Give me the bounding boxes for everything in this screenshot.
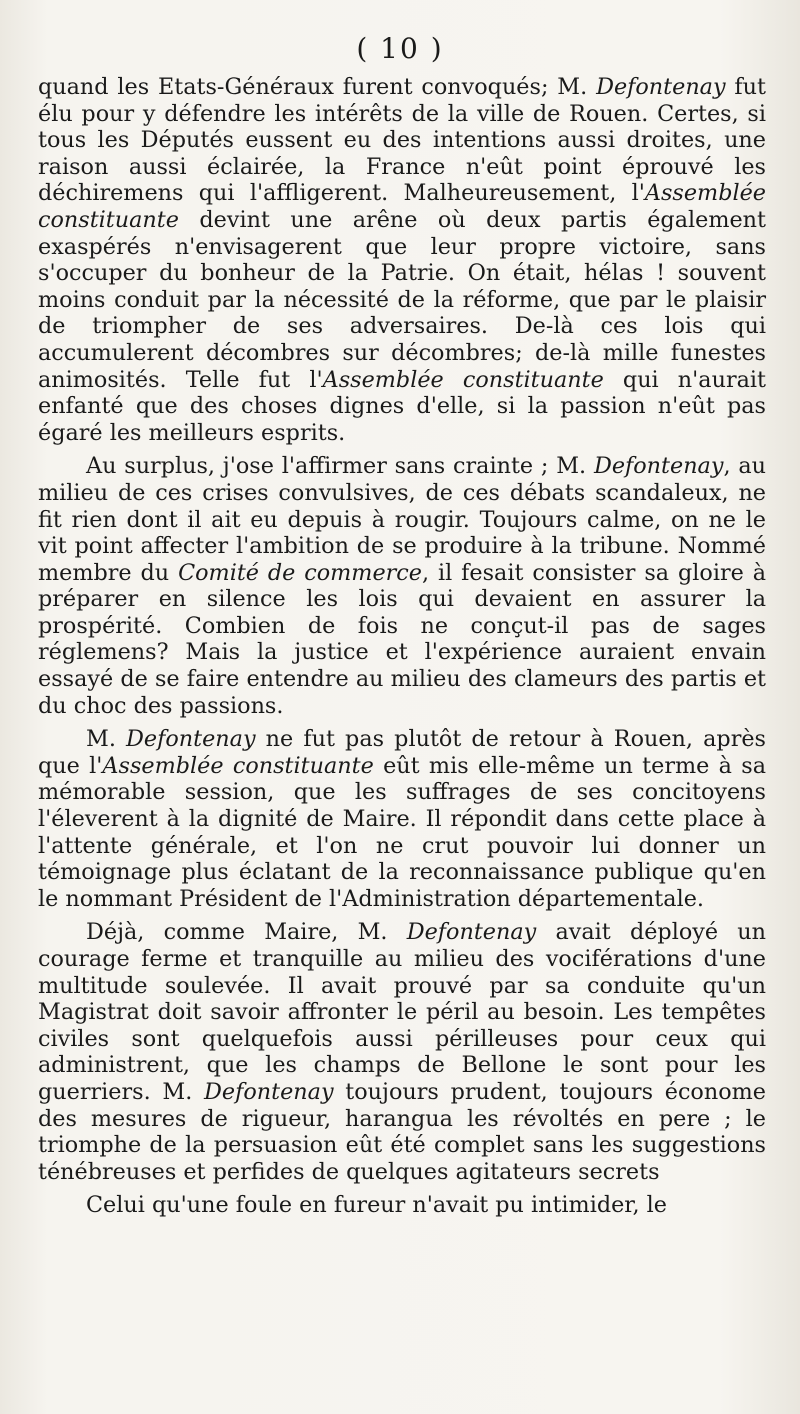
italic-text: Defontenay [406,919,537,946]
text-run: qui n'aurait enfanté que des choses dignes d'elle, si la passion n'eût pas égaré les meilleurs esprits. [38,366,766,446]
italic-text: Defontenay [126,726,256,753]
paragraph-1 [38,74,766,446]
italic-text: Assemblée constituante [38,180,766,233]
text-run: quand les Etats-Généraux furent convoqués; M. [38,74,597,100]
text-run: fut élu pour y défendre les intérêts de la ville de Rouen. Certes, si tous les Députés eussent eu des intentions aussi droites, une raison aussi éclairée, la France n'eût point éprouvé les déchiremens qui l'affligerent. Malheureusement, l' [38,74,766,207]
body-text [38,74,766,1219]
page-number: ( 10 ) [356,32,444,65]
text-run: , il fesait consister sa gloire à préparer en silence les lois qui devaient en assurer la prospérité. Combien de fois ne conçut-il pas de sages réglemens? Mais la justice et l'expérience auraient envain essayé de se faire entendre au milieu des clameurs des partis et du choc des passions. [38,559,767,719]
text-run: toujours prudent, toujours économe des mesures de rigueur, harangua les révoltés en pere ; le triomphe de la persuasion eût été complet sans les suggestions ténébreuses et perfides de quelques agitateurs secrets [38,1078,766,1185]
italic-text: Defontenay [204,1078,334,1105]
italic-text: Assemblée constituante [102,752,374,779]
text-run: M. [86,726,127,753]
italic-text: Comité de commerce [178,559,422,586]
paragraph-2 [38,453,766,719]
italic-text: Defontenay [593,453,724,480]
paragraph-3 [38,726,766,912]
italic-text: Defontenay [596,74,726,100]
text-run: avait déployé un courage ferme et tranquille au milieu des vociférations d'une multitude soulevée. Il avait prouvé par sa conduite qu'un Magistrat doit savoir affronter le péril au besoin. Les tempêtes civiles sont quelquefois aussi périlleuses pour ceux qui administrent, que les champs de Bellone le sont pour les guerriers. M. [38,919,766,1105]
text-run: Au surplus, j'ose l'affirmer sans crainte ; M. [86,453,594,480]
text-run: eût mis elle-même un terme à sa mémorable session, que les suffrages de ses concitoyens l'éleverent à la dignité de Maire. Il répondit dans cette place à l'attente générale, et l'on ne crut pouvoir lui donner un témoignage plus éclatant de la reconnaissance publique qu'en le nommant Président de l'Administration départementale. [38,752,766,912]
paragraph-4 [38,919,766,1185]
text-run: devint une arêne où deux partis également exaspérés n'envisagerent que leur propre victoire, sans s'occuper du bonheur de la Patrie. On était, hélas ! souvent moins conduit par la nécessité de la réforme, que par le plaisir de triompher de ses adversaires. De-là ces lois qui accumulerent décombres sur décombres; de-là mille funestes animosités. Telle fut l' [38,206,766,393]
text-run: , au milieu de ces crises convulsives, de ces débats scandaleux, ne fit rien dont il ait eu depuis à rougir. Toujours calme, on ne le vit point affecter l'ambition de se produire à la tribune. Nommé membre du [38,453,766,586]
paragraph-5 [38,1192,766,1219]
text-run: Déjà, comme Maire, M. [86,919,407,946]
text-run: Celui qu'une foule en fureur n'avait pu intimider, le [86,1192,668,1219]
italic-text: Assemblée constituante [322,366,604,393]
text-run: ne fut pas plutôt de retour à Rouen, après que l' [38,726,766,779]
